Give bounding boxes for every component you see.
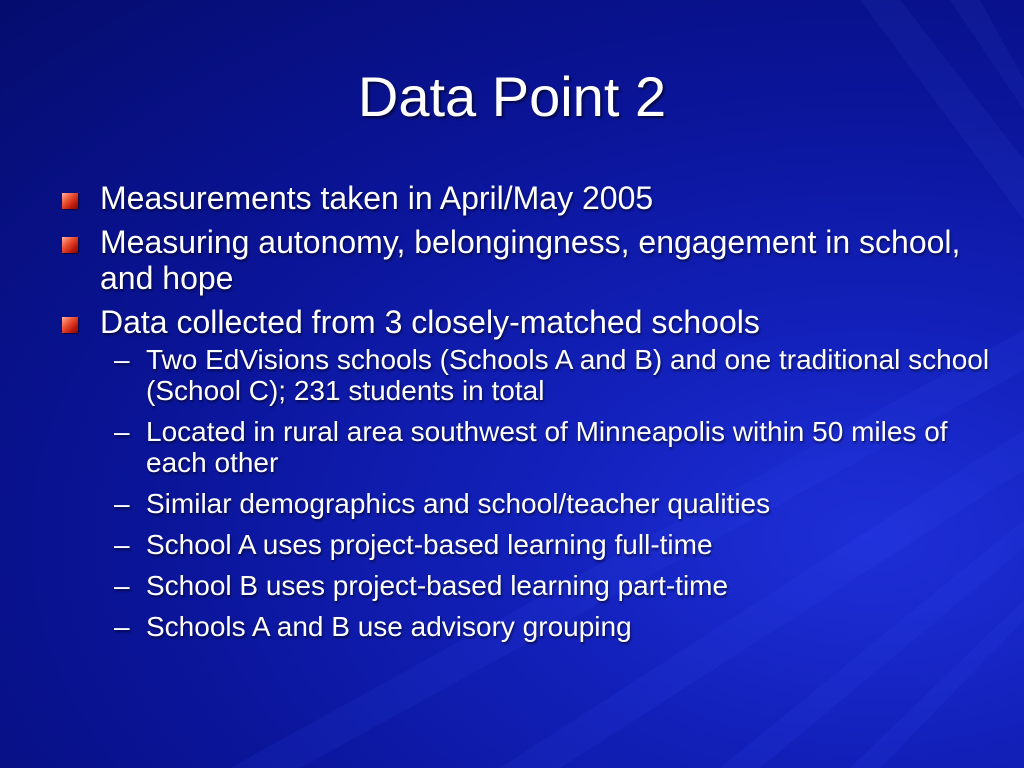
sub-bullet-text: Schools A and B use advisory grouping [146,611,632,642]
dash-marker: – [114,611,130,642]
dash-marker: – [114,488,130,519]
sub-bullet-text: Two EdVisions schools (Schools A and B) and one traditional school (School C); 231 students in total [146,344,990,406]
dash-marker: – [114,416,130,447]
bullet-item [62,304,992,340]
sub-bullet-text: Similar demographics and school/teacher qualities [146,488,771,519]
bullet-text: Measuring autonomy, belongingness, engagement in school, and hope [100,224,961,296]
dash-marker: – [114,529,130,560]
slide-body [62,180,992,652]
dash-marker: – [114,344,130,375]
bullet-text: Measurements taken in April/May 2005 [100,180,654,216]
slide-title: Data Point 2 [357,65,667,128]
sub-bullet-list [114,344,992,642]
red-square-bullet-icon [62,317,78,333]
sub-bullet-item [114,529,992,560]
bullet-text: Data collected from 3 closely-matched schools [100,304,760,340]
sub-bullet-text: School A uses project-based learning full-time [146,529,713,560]
sub-bullet-text: Located in rural area southwest of Minneapolis within 50 miles of each other [146,416,948,478]
sub-bullet-text: School B uses project-based learning part-time [146,570,729,601]
sub-bullet-item [114,488,992,519]
bullet-item [62,224,992,296]
sub-bullet-item [114,611,992,642]
sub-bullet-item [114,344,992,406]
red-square-bullet-icon [62,237,78,253]
sub-bullet-item [114,570,992,601]
sub-bullet-item [114,416,992,478]
red-square-bullet-icon [62,193,78,209]
dash-marker: – [114,570,130,601]
bullet-item [62,180,992,216]
